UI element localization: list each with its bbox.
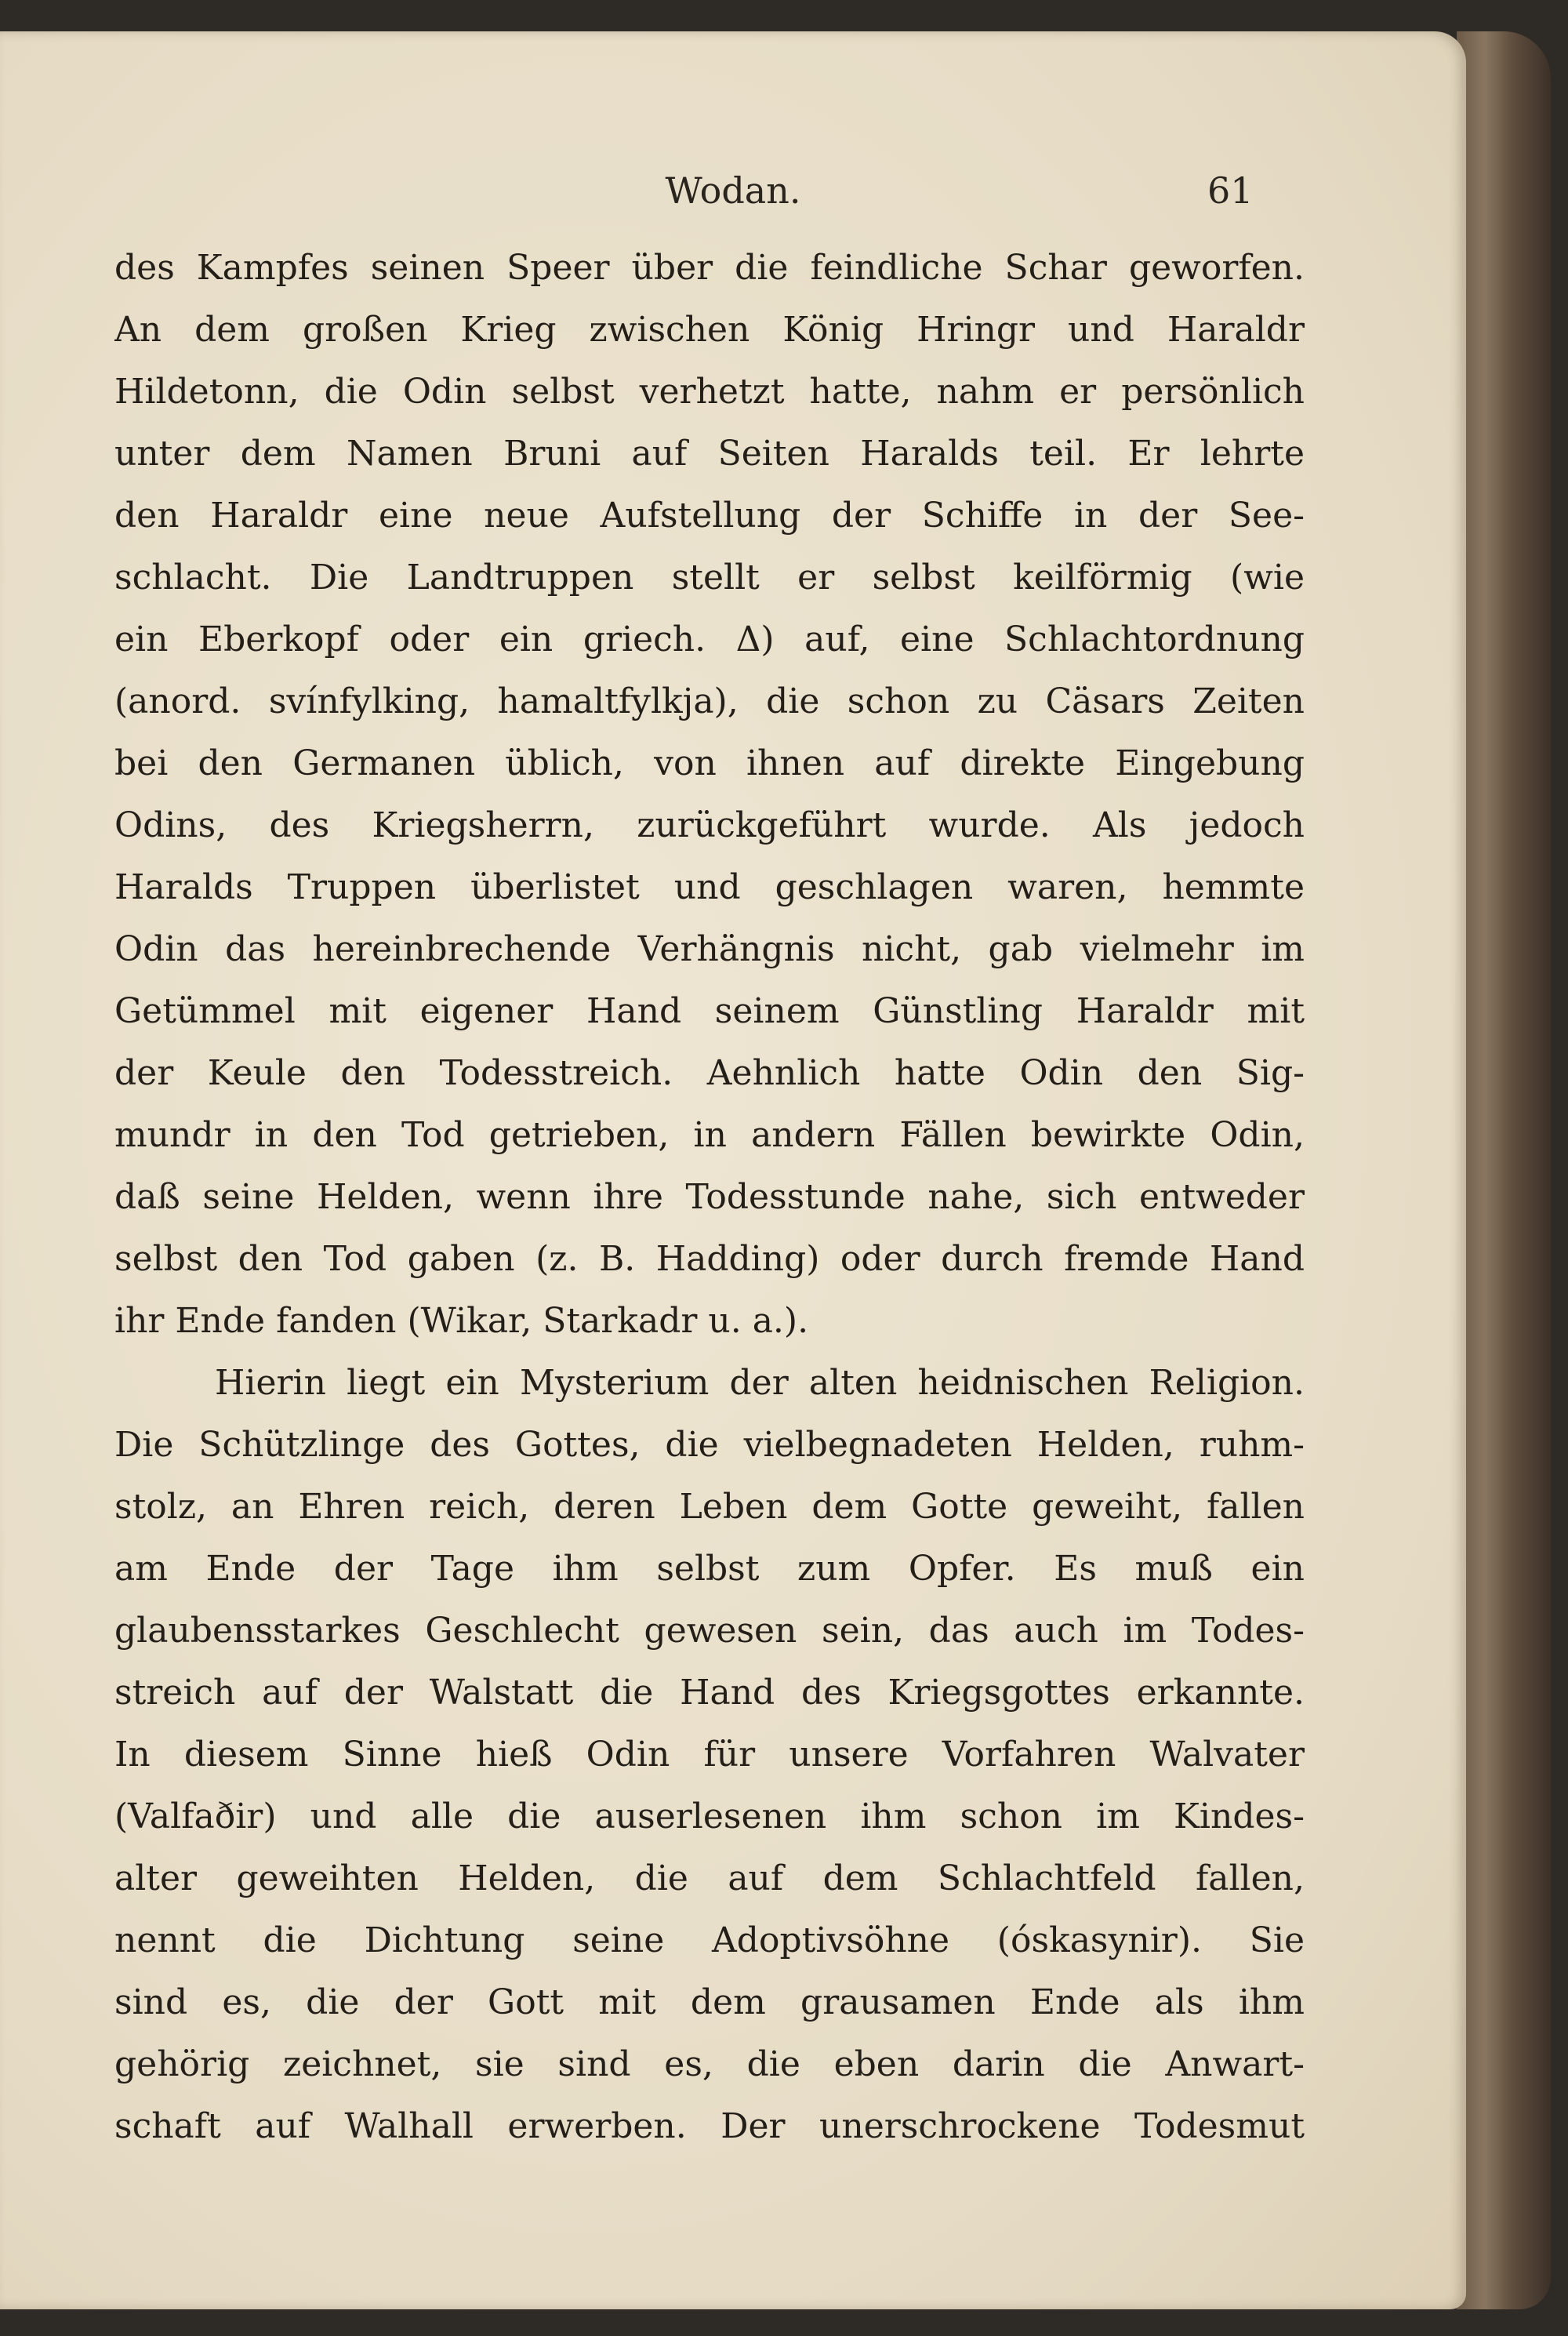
text-line: Odins, des Kriegsherrn, zurückgeführt wurde. Als jedoch xyxy=(114,805,1305,845)
text-line: Die Schützlinge des Gottes, die vielbegnadeten Helden, ruhm- xyxy=(114,1425,1305,1465)
text-line: daß seine Helden, wenn ihre Todesstunde nahe, sich entweder xyxy=(114,1177,1305,1217)
text-line: mundr in den Tod getrieben, in andern Fällen bewirkte Odin, xyxy=(114,1115,1305,1155)
text-line: Odin das hereinbrechende Verhängnis nicht, gab vielmehr im xyxy=(114,929,1305,969)
text-line: ihr Ende fanden (Wikar, Starkadr u. a.). xyxy=(114,1301,809,1341)
text-line: der Keule den Todesstreich. Aehnlich hatte Odin den Sig- xyxy=(114,1053,1305,1093)
text-line: schaft auf Walhall erwerben. Der unerschrockene Todesmut xyxy=(114,2106,1305,2146)
text-line: (anord. svínfylking, hamaltfylkja), die schon zu Cäsars Zeiten xyxy=(114,681,1305,721)
text-line: glaubensstarkes Geschlecht gewesen sein, das auch im Todes- xyxy=(114,1611,1305,1651)
text-line: An dem großen Krieg zwischen König Hringr und Haraldr xyxy=(114,310,1305,350)
text-line: selbst den Tod gaben (z. B. Hadding) oder durch fremde Hand xyxy=(114,1239,1305,1279)
text-line: Hildetonn, die Odin selbst verhetzt hatte, nahm er persönlich xyxy=(114,372,1305,412)
text-line: schlacht. Die Landtruppen stellt er selbst keilförmig (wie xyxy=(114,558,1305,598)
text-line: Getümmel mit eigener Hand seinem Günstling Haraldr mit xyxy=(114,991,1305,1031)
text-line: alter geweihten Helden, die auf dem Schlachtfeld fallen, xyxy=(114,1858,1305,1898)
text-line: stolz, an Ehren reich, deren Leben dem Gotte geweiht, fallen xyxy=(114,1487,1305,1527)
page-header xyxy=(0,169,1466,216)
text-line: bei den Germanen üblich, von ihnen auf direkte Eingebung xyxy=(114,743,1305,783)
text-line: am Ende der Tage ihm selbst zum Opfer. Es muß ein xyxy=(114,1549,1305,1589)
text-line: Hierin liegt ein Mysterium der alten heidnischen Religion. xyxy=(215,1363,1305,1403)
body-text xyxy=(114,237,1305,2157)
text-line: unter dem Namen Bruni auf Seiten Haralds teil. Er lehrte xyxy=(114,434,1305,474)
text-line: streich auf der Walstatt die Hand des Kriegsgottes erkannte. xyxy=(114,1673,1305,1713)
page xyxy=(0,31,1466,2309)
text-line: Haralds Truppen überlistet und geschlagen waren, hemmte xyxy=(114,867,1305,907)
text-line: gehörig zeichnet, sie sind es, die eben darin die Anwart- xyxy=(114,2044,1305,2084)
text-line: des Kampfes seinen Speer über die feindliche Schar geworfen. xyxy=(114,248,1305,288)
book-page-edges xyxy=(1457,31,1551,2309)
page-number: 61 xyxy=(1207,169,1254,212)
text-line: (Valfaðir) und alle die auserlesenen ihm schon im Kindes- xyxy=(114,1797,1305,1836)
text-line: In diesem Sinne hieß Odin für unsere Vorfahren Walvater xyxy=(114,1735,1305,1775)
text-line: ein Eberkopf oder ein griech. Δ) auf, eine Schlachtordnung xyxy=(114,619,1305,659)
text-line: den Haraldr eine neue Aufstellung der Schiffe in der See- xyxy=(114,496,1305,536)
running-title: Wodan. xyxy=(665,169,801,212)
text-line: sind es, die der Gott mit dem grausamen Ende als ihm xyxy=(114,1982,1305,2022)
text-line: nennt die Dichtung seine Adoptivsöhne (óskasynir). Sie xyxy=(114,1920,1305,1960)
